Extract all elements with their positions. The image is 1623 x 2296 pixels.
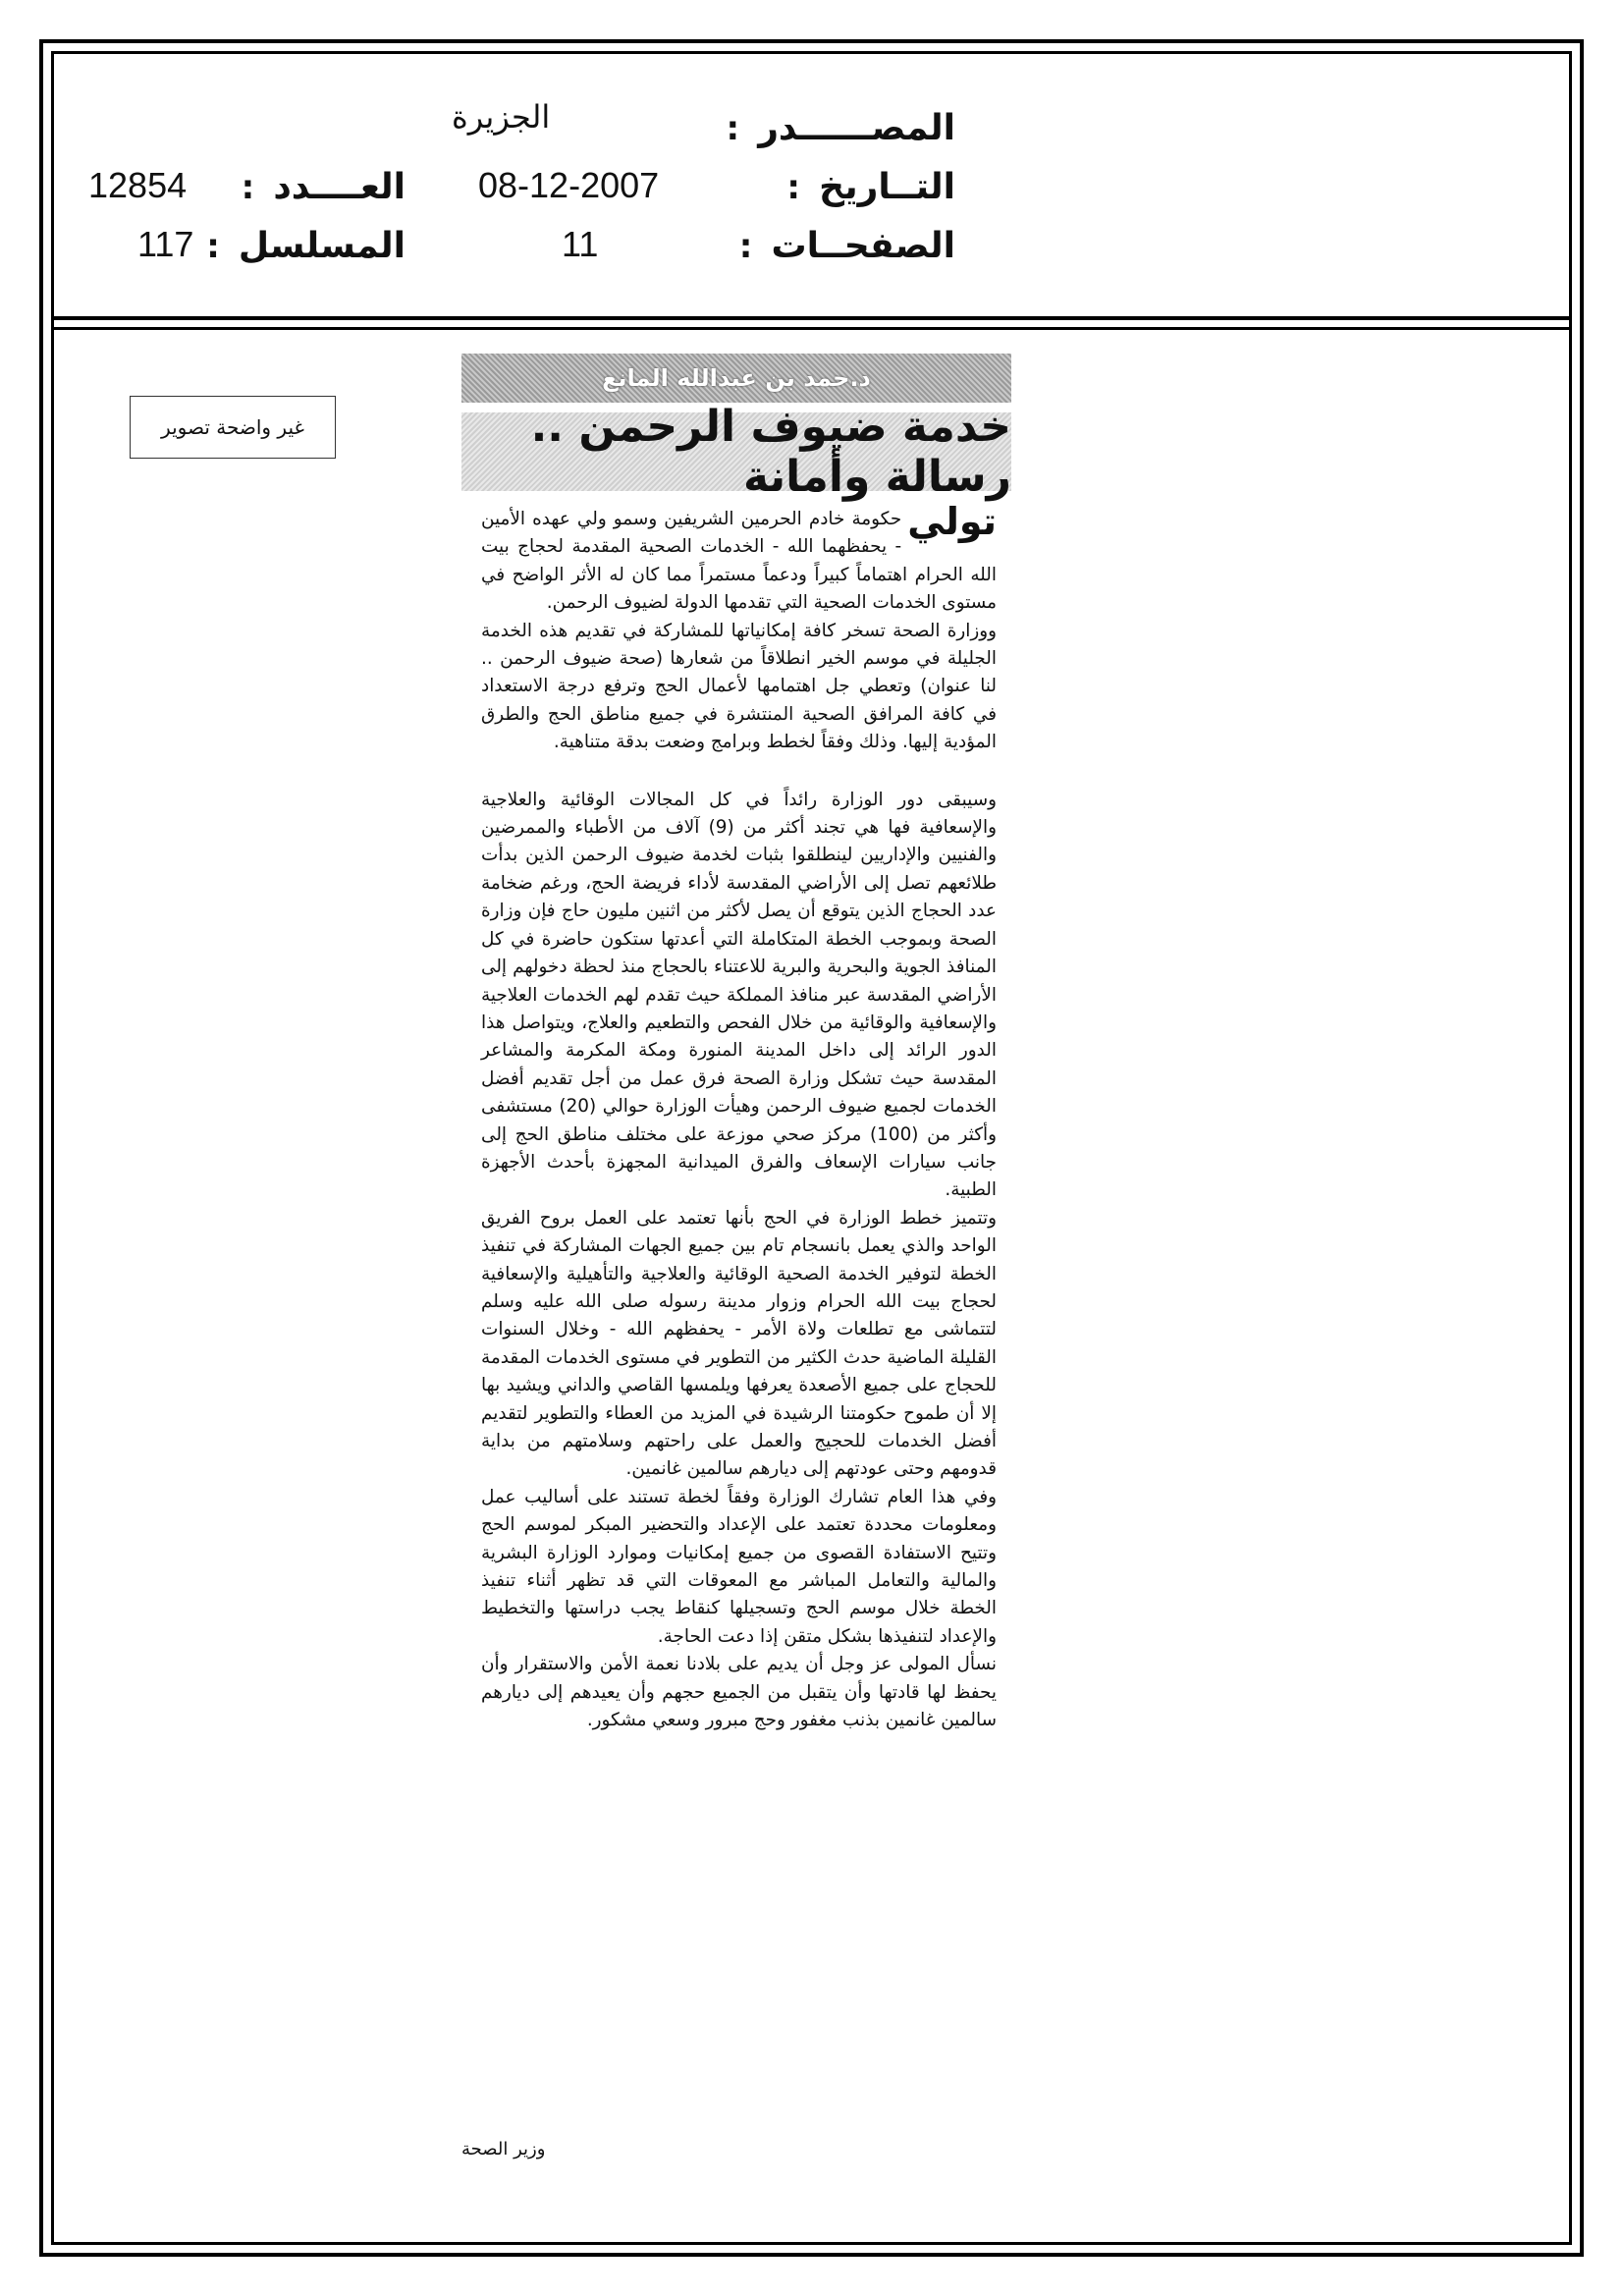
article-byline-band xyxy=(461,354,1011,403)
issue-colon: : xyxy=(241,168,255,207)
serial-value-wrap xyxy=(137,224,193,265)
issue-value: 12854 xyxy=(88,165,188,205)
article-paragraph: تولي حكومة خادم الحرمين الشريفين وسمو ولي عهده الأمين - يحفظهما الله - الخدمات الصحية المقدمة لحجاج بيت الله الحرام اهتماماً كبيراً ودعماً مستمراً مما كان له الأثر الواضح في مستوى الخدمات الصحية التي تقدمها الدولة لضيوف الرحمن. xyxy=(481,500,997,614)
source-row xyxy=(726,108,955,148)
article-paragraph: نسأل المولى عز وجل أن يديم على بلادنا نعمة الأمن والاستقرار وأن يحفظ لها قادتها وأن يتقبل من الجميع حجهم وأن يعيدهم إلى ديارهم سالمين غانمين بذنب مغفور وحج مبرور وسعي مشكور. xyxy=(481,1654,997,1731)
issue-value-wrap xyxy=(88,165,187,206)
serial-label: المسلسل xyxy=(238,226,406,266)
article-body xyxy=(481,500,997,1734)
header-divider xyxy=(51,316,1572,330)
pages-row xyxy=(739,226,955,266)
article-headline-band xyxy=(461,402,1011,502)
serial-row xyxy=(206,226,406,266)
article-headline: خدمة ضيوف الرحمن .. رسالة وأمانة xyxy=(530,402,1011,502)
article-lead-word: تولي xyxy=(907,500,997,543)
unclear-scan-note xyxy=(130,396,336,459)
date-row xyxy=(786,167,955,207)
article-signoff: وزير الصحة xyxy=(461,2139,546,2159)
article-paragraph: وسيبقى دور الوزارة رائداً في كل المجالات الوقائية والعلاجية والإسعافية فها هي تجند أكثر من (9) آلاف من الأطباء والممرضين والفنيين والإداريين لينطلقوا بثبات لخدمة ضيوف الرحمن الذين بدأت طلائعهم تصل إلى الأراضي المقدسة لأداء فريضة الحج، ورغم ضخامة عدد الحجاج الذين يتوقع أن يصل لأكثر من اثنين مليون حاج فإن وزارة الصحة وبموجب الخطة المتكاملة التي أعدتها ستكون حاضرة في كل المنافذ الجوية والبحرية والبرية للاعتناء بالحجاج منذ لحظة دخولهم إلى الأراضي المقدسة عبر منافذ المملكة حيث تقدم لهم الخدمات العلاجية والإسعافية والوقائية من خلال الفحص والتطعيم والعلاج، ويتواصل هذا الدور الرائد إلى داخل المدينة المنورة ومكة المكرمة والمشاعر المقدسة حيث تشكل وزارة الصحة فرق عمل من أجل تقديم أفضل الخدمات لجميع ضيوف الرحمن وهيأت الوزارة حوالي (20) مستشفى وأكثر من (100) مركز صحي موزعة على مختلف مناطق الحج إلى جانب سيارات الإسعاف والفرق الميدانية المجهزة بأحدث الأجهزة الطبية. xyxy=(481,789,997,1201)
issue-label: العــــدد xyxy=(273,167,406,207)
pages-value: 11 xyxy=(562,224,599,264)
note-text: غير واضحة تصوير xyxy=(161,415,304,439)
source-label: المصــــــدر xyxy=(758,108,955,148)
pages-colon: : xyxy=(738,227,753,266)
date-colon: : xyxy=(786,168,801,207)
article-paragraph: وتتميز خطط الوزارة في الحج بأنها تعتمد على العمل بروح الفريق الواحد والذي يعمل بانسجام تام بين جميع الجهات المشاركة في تنفيذ الخطة لتوفير الخدمة الصحية الوقائية والعلاجية والتأهيلية والإسعافية لحجاج بيت الله الحرام وزوار مدينة رسوله صلى الله عليه وسلم لتتماشى مع تطلعات ولاة الأمر - يحفظهم الله - وخلال السنوات القليلة الماضية حدث الكثير من التطوير في مستوى الخدمات المقدمة للحجاج على جميع الأصعدة يعرفها ويلمسها القاصي والداني ويشيد بها إلا أن طموح حكومتنا الرشيدة في المزيد من العطاء والتطوير لتقديم أفضل الخدمات للحجيج والعمل على راحتهم وسلامتهم من بداية قدومهم وحتى عودتهم إلى ديارهم سالمين غانمين. xyxy=(481,1207,997,1480)
date-label: التــاريخ xyxy=(819,167,955,207)
issue-row xyxy=(242,167,406,207)
pages-value-wrap xyxy=(562,224,598,265)
article-paragraph: وفي هذا العام تشارك الوزارة وفقاً لخطة تستند على أساليب عمل ومعلومات محددة تعتمد على الإعداد والتحضير المبكر لموسم الحج وتتيح الاستفادة القصوى من جميع إمكانيات وموارد الوزارة البشرية والمالية والتعامل المباشر مع المعوقات التي قد تظهر أثناء تنفيذ الخطة خلال موسم الحج وتسجيلها كنقاط يجب دراستها والتخطيط والإعداد لتنفيذها بشكل متقن إذا دعت الحاجة. xyxy=(481,1486,997,1647)
pages-label: الصفحــات xyxy=(771,226,955,266)
source-value: الجزيرة xyxy=(452,98,551,136)
serial-value: 117 xyxy=(137,224,194,264)
date-value: 08-12-2007 xyxy=(478,165,660,205)
article-byline: د.حمد بن عبدالله المانع xyxy=(602,364,871,392)
serial-colon: : xyxy=(206,227,220,266)
date-value-wrap xyxy=(478,165,659,206)
source-colon: : xyxy=(726,109,740,148)
article-paragraph: ووزارة الصحة تسخر كافة إمكانياتها للمشاركة في تقديم هذه الخدمة الجليلة في موسم الخير انطلاقاً من شعارها (صحة ضيوف الرحمن .. لنا عنوان) وتعطي جل اهتمامها لأعمال الحج وترفع درجة الاستعداد في كافة المرافق الصحية المنتشرة في جميع مناطق الحج والطرق المؤدية إليها. وذلك وفقاً لخطط وبرامج وضعت بدقة متناهية. xyxy=(481,620,997,753)
